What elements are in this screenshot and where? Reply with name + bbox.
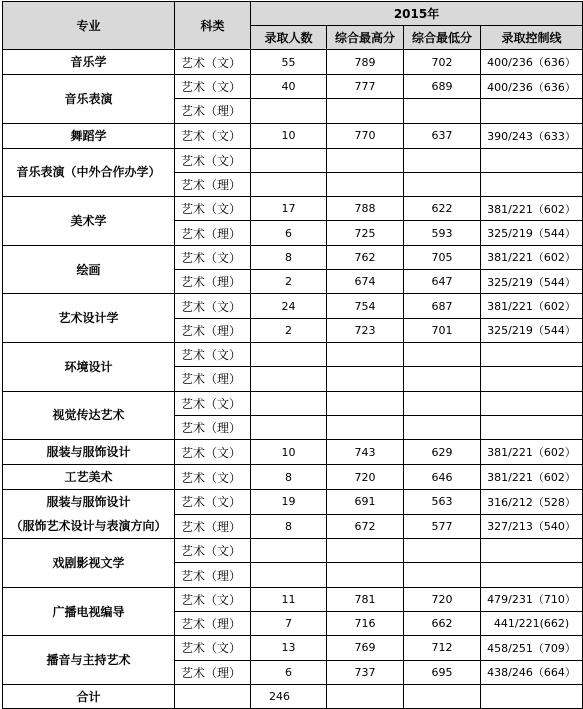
admission-table-container bbox=[2, 1, 583, 709]
major-name-line: 艺术设计学 bbox=[58, 311, 119, 326]
control-line-cell: 400/236（636） bbox=[481, 75, 583, 99]
min-score-cell: 622 bbox=[404, 197, 481, 221]
subject-cell: 艺术（文） bbox=[175, 197, 251, 221]
major-name-line: 音乐学 bbox=[70, 55, 107, 69]
subject-cell: 艺术（文） bbox=[175, 587, 251, 611]
control-line-cell: 381/221（602） bbox=[481, 294, 583, 318]
min-score-cell bbox=[404, 367, 481, 391]
subject-cell: 艺术（理） bbox=[175, 221, 251, 245]
max-score-cell: 737 bbox=[327, 660, 404, 684]
min-score-cell: 689 bbox=[404, 75, 481, 99]
max-score-cell bbox=[327, 367, 404, 391]
subject-cell: 艺术（理） bbox=[175, 270, 251, 294]
enrolled-count-cell bbox=[251, 539, 327, 563]
table-row bbox=[3, 197, 583, 221]
major-name-line: 环境设计 bbox=[64, 359, 113, 374]
max-score-cell: 754 bbox=[327, 294, 404, 318]
major-name-cell bbox=[3, 391, 175, 440]
enrolled-count-cell: 6 bbox=[251, 221, 327, 245]
control-line-cell: 381/221（602） bbox=[481, 465, 583, 490]
control-line-cell bbox=[481, 172, 583, 196]
subject-cell: 艺术（文） bbox=[175, 342, 251, 366]
control-line-cell: 327/213（540） bbox=[481, 514, 583, 539]
max-score-cell: 769 bbox=[327, 636, 404, 660]
total-subject-cell bbox=[175, 684, 251, 708]
subject-cell: 艺术（理） bbox=[175, 612, 251, 636]
min-score-cell: 646 bbox=[404, 465, 481, 490]
header-year: 2015年 bbox=[251, 2, 583, 26]
major-name-cell bbox=[3, 50, 175, 75]
enrolled-count-cell: 8 bbox=[251, 245, 327, 269]
enrolled-count-cell: 6 bbox=[251, 660, 327, 684]
subject-cell: 艺术（文） bbox=[175, 636, 251, 660]
min-score-cell bbox=[404, 391, 481, 415]
enrolled-count-cell: 2 bbox=[251, 270, 327, 294]
enrolled-count-cell bbox=[251, 415, 327, 439]
table-row bbox=[3, 75, 583, 99]
admission-score-table bbox=[2, 1, 583, 709]
max-score-cell: 691 bbox=[327, 490, 404, 515]
control-line-cell: 381/221（602） bbox=[481, 197, 583, 221]
max-score-cell: 781 bbox=[327, 587, 404, 611]
max-score-cell: 762 bbox=[327, 245, 404, 269]
major-name-line: 舞蹈学 bbox=[70, 128, 107, 143]
min-score-cell: 712 bbox=[404, 636, 481, 660]
table-header bbox=[3, 2, 583, 50]
major-name-line: 音乐表演（中外合作办学） bbox=[16, 165, 161, 180]
max-score-cell bbox=[327, 148, 404, 172]
control-line-cell: 479/231（710） bbox=[481, 587, 583, 611]
max-score-cell: 716 bbox=[327, 612, 404, 636]
major-name-cell bbox=[3, 490, 175, 539]
major-name-cell bbox=[3, 148, 175, 197]
max-score-cell bbox=[327, 415, 404, 439]
min-score-cell: 720 bbox=[404, 587, 481, 611]
enrolled-count-cell: 13 bbox=[251, 636, 327, 660]
min-score-cell bbox=[404, 342, 481, 366]
subject-cell: 艺术（文） bbox=[175, 539, 251, 563]
enrolled-count-cell: 40 bbox=[251, 75, 327, 99]
subject-cell: 艺术（文） bbox=[175, 148, 251, 172]
major-name-cell bbox=[3, 342, 175, 391]
table-row bbox=[3, 539, 583, 563]
enrolled-count-cell bbox=[251, 342, 327, 366]
control-line-cell: 441/221(662) bbox=[481, 612, 583, 636]
subject-cell: 艺术（文） bbox=[175, 123, 251, 148]
major-name-line: 美术学 bbox=[70, 213, 107, 228]
table-row bbox=[3, 391, 583, 415]
max-score-cell bbox=[327, 172, 404, 196]
min-score-cell: 563 bbox=[404, 490, 481, 515]
table-row bbox=[3, 587, 583, 611]
major-name-line: 广播电视编导 bbox=[52, 604, 125, 619]
max-score-cell: 770 bbox=[327, 123, 404, 148]
control-line-cell bbox=[481, 342, 583, 366]
table-row bbox=[3, 123, 583, 148]
header-max-score: 综合最高分 bbox=[327, 26, 404, 50]
table-row bbox=[3, 465, 583, 490]
subject-cell: 艺术（文） bbox=[175, 245, 251, 269]
subject-cell: 艺术（文） bbox=[175, 75, 251, 99]
min-score-cell: 687 bbox=[404, 294, 481, 318]
min-score-cell: 593 bbox=[404, 221, 481, 245]
control-line-cell bbox=[481, 563, 583, 587]
table-row bbox=[3, 636, 583, 660]
control-line-cell: 316/212（528） bbox=[481, 490, 583, 515]
major-name-cell bbox=[3, 587, 175, 636]
subject-cell: 艺术（文） bbox=[175, 440, 251, 465]
table-row bbox=[3, 490, 583, 515]
subject-cell: 艺术（理） bbox=[175, 99, 251, 123]
header-min-score: 综合最低分 bbox=[404, 26, 481, 50]
control-line-cell: 325/219（544） bbox=[481, 221, 583, 245]
enrolled-count-cell: 8 bbox=[251, 514, 327, 539]
subject-cell: 艺术（理） bbox=[175, 415, 251, 439]
control-line-cell: 458/251（709） bbox=[481, 636, 583, 660]
table-row bbox=[3, 50, 583, 75]
header-control-line: 录取控制线 bbox=[481, 26, 583, 50]
total-empty-cell bbox=[327, 684, 404, 708]
control-line-cell: 381/221（602） bbox=[481, 245, 583, 269]
max-score-cell bbox=[327, 391, 404, 415]
major-name-line: 服装与服饰设计 bbox=[46, 445, 131, 460]
major-name-cell bbox=[3, 294, 175, 343]
total-empty-cell bbox=[481, 684, 583, 708]
enrolled-count-cell: 17 bbox=[251, 197, 327, 221]
total-empty-cell bbox=[404, 684, 481, 708]
control-line-cell bbox=[481, 148, 583, 172]
min-score-cell: 647 bbox=[404, 270, 481, 294]
major-name-cell bbox=[3, 123, 175, 148]
min-score-cell: 577 bbox=[404, 514, 481, 539]
subject-cell: 艺术（文） bbox=[175, 490, 251, 515]
min-score-cell: 701 bbox=[404, 318, 481, 342]
control-line-cell bbox=[481, 391, 583, 415]
max-score-cell: 777 bbox=[327, 75, 404, 99]
enrolled-count-cell bbox=[251, 367, 327, 391]
min-score-cell bbox=[404, 172, 481, 196]
major-name-cell bbox=[3, 75, 175, 124]
major-name-cell bbox=[3, 539, 175, 588]
header-subject: 科类 bbox=[175, 2, 251, 50]
min-score-cell: 705 bbox=[404, 245, 481, 269]
major-name-cell bbox=[3, 465, 175, 490]
min-score-cell: 702 bbox=[404, 50, 481, 75]
enrolled-count-cell bbox=[251, 391, 327, 415]
max-score-cell: 723 bbox=[327, 318, 404, 342]
control-line-cell bbox=[481, 99, 583, 123]
major-name-line: 音乐表演 bbox=[64, 91, 113, 106]
major-name-line: 播音与主持艺术 bbox=[46, 653, 131, 668]
control-line-cell: 325/219（544） bbox=[481, 318, 583, 342]
major-name-cell bbox=[3, 636, 175, 685]
enrolled-count-cell: 11 bbox=[251, 587, 327, 611]
total-label: 合计 bbox=[3, 684, 175, 708]
subject-cell: 艺术（文） bbox=[175, 294, 251, 318]
table-body bbox=[3, 50, 583, 709]
control-line-cell: 390/243（633） bbox=[481, 123, 583, 148]
major-name-line: 戏剧影视文学 bbox=[52, 555, 125, 570]
min-score-cell: 629 bbox=[404, 440, 481, 465]
enrolled-count-cell: 10 bbox=[251, 123, 327, 148]
enrolled-count-cell: 24 bbox=[251, 294, 327, 318]
enrolled-count-cell bbox=[251, 563, 327, 587]
subject-cell: 艺术（文） bbox=[175, 50, 251, 75]
enrolled-count-cell bbox=[251, 99, 327, 123]
major-name-line: 工艺美术 bbox=[64, 470, 113, 485]
max-score-cell bbox=[327, 539, 404, 563]
enrolled-count-cell: 2 bbox=[251, 318, 327, 342]
min-score-cell bbox=[404, 563, 481, 587]
enrolled-count-cell: 19 bbox=[251, 490, 327, 515]
min-score-cell bbox=[404, 99, 481, 123]
control-line-cell: 381/221（602） bbox=[481, 440, 583, 465]
max-score-cell: 720 bbox=[327, 465, 404, 490]
subject-cell: 艺术（文） bbox=[175, 391, 251, 415]
max-score-cell: 725 bbox=[327, 221, 404, 245]
subject-cell: 艺术（理） bbox=[175, 318, 251, 342]
header-major: 专业 bbox=[3, 2, 175, 50]
max-score-cell: 743 bbox=[327, 440, 404, 465]
min-score-cell: 637 bbox=[404, 123, 481, 148]
min-score-cell: 662 bbox=[404, 612, 481, 636]
major-name-cell bbox=[3, 245, 175, 294]
control-line-cell: 400/236（636） bbox=[481, 50, 583, 75]
table-row bbox=[3, 148, 583, 172]
enrolled-count-cell bbox=[251, 172, 327, 196]
table-row bbox=[3, 440, 583, 465]
subject-cell: 艺术（文） bbox=[175, 465, 251, 490]
subject-cell: 艺术（理） bbox=[175, 563, 251, 587]
max-score-cell: 788 bbox=[327, 197, 404, 221]
subject-cell: 艺术（理） bbox=[175, 172, 251, 196]
subject-cell: 艺术（理） bbox=[175, 367, 251, 391]
major-name-line: 绘画 bbox=[76, 262, 101, 277]
control-line-cell bbox=[481, 367, 583, 391]
control-line-cell bbox=[481, 415, 583, 439]
control-line-cell: 438/246（664） bbox=[481, 660, 583, 684]
control-line-cell: 325/219（544） bbox=[481, 270, 583, 294]
major-name-line: （服饰艺术设计与表演方向） bbox=[10, 519, 167, 534]
min-score-cell bbox=[404, 148, 481, 172]
max-score-cell: 789 bbox=[327, 50, 404, 75]
major-name-line: 视觉传达艺术 bbox=[52, 408, 125, 423]
enrolled-count-cell: 55 bbox=[251, 50, 327, 75]
max-score-cell: 674 bbox=[327, 270, 404, 294]
major-name-cell bbox=[3, 440, 175, 465]
subject-cell: 艺术（理） bbox=[175, 660, 251, 684]
total-count: 246 bbox=[251, 684, 327, 708]
min-score-cell: 695 bbox=[404, 660, 481, 684]
major-name-cell bbox=[3, 197, 175, 246]
min-score-cell bbox=[404, 415, 481, 439]
max-score-cell bbox=[327, 563, 404, 587]
enrolled-count-cell bbox=[251, 148, 327, 172]
table-row bbox=[3, 294, 583, 318]
enrolled-count-cell: 10 bbox=[251, 440, 327, 465]
max-score-cell bbox=[327, 99, 404, 123]
table-row bbox=[3, 342, 583, 366]
enrolled-count-cell: 7 bbox=[251, 612, 327, 636]
major-name-line: 服装与服饰设计 bbox=[46, 495, 131, 510]
subject-cell: 艺术（理） bbox=[175, 514, 251, 539]
max-score-cell bbox=[327, 342, 404, 366]
header-enrolled: 录取人数 bbox=[251, 26, 327, 50]
min-score-cell bbox=[404, 539, 481, 563]
max-score-cell: 672 bbox=[327, 514, 404, 539]
total-row bbox=[3, 684, 583, 708]
table-row bbox=[3, 245, 583, 269]
control-line-cell bbox=[481, 539, 583, 563]
enrolled-count-cell: 8 bbox=[251, 465, 327, 490]
